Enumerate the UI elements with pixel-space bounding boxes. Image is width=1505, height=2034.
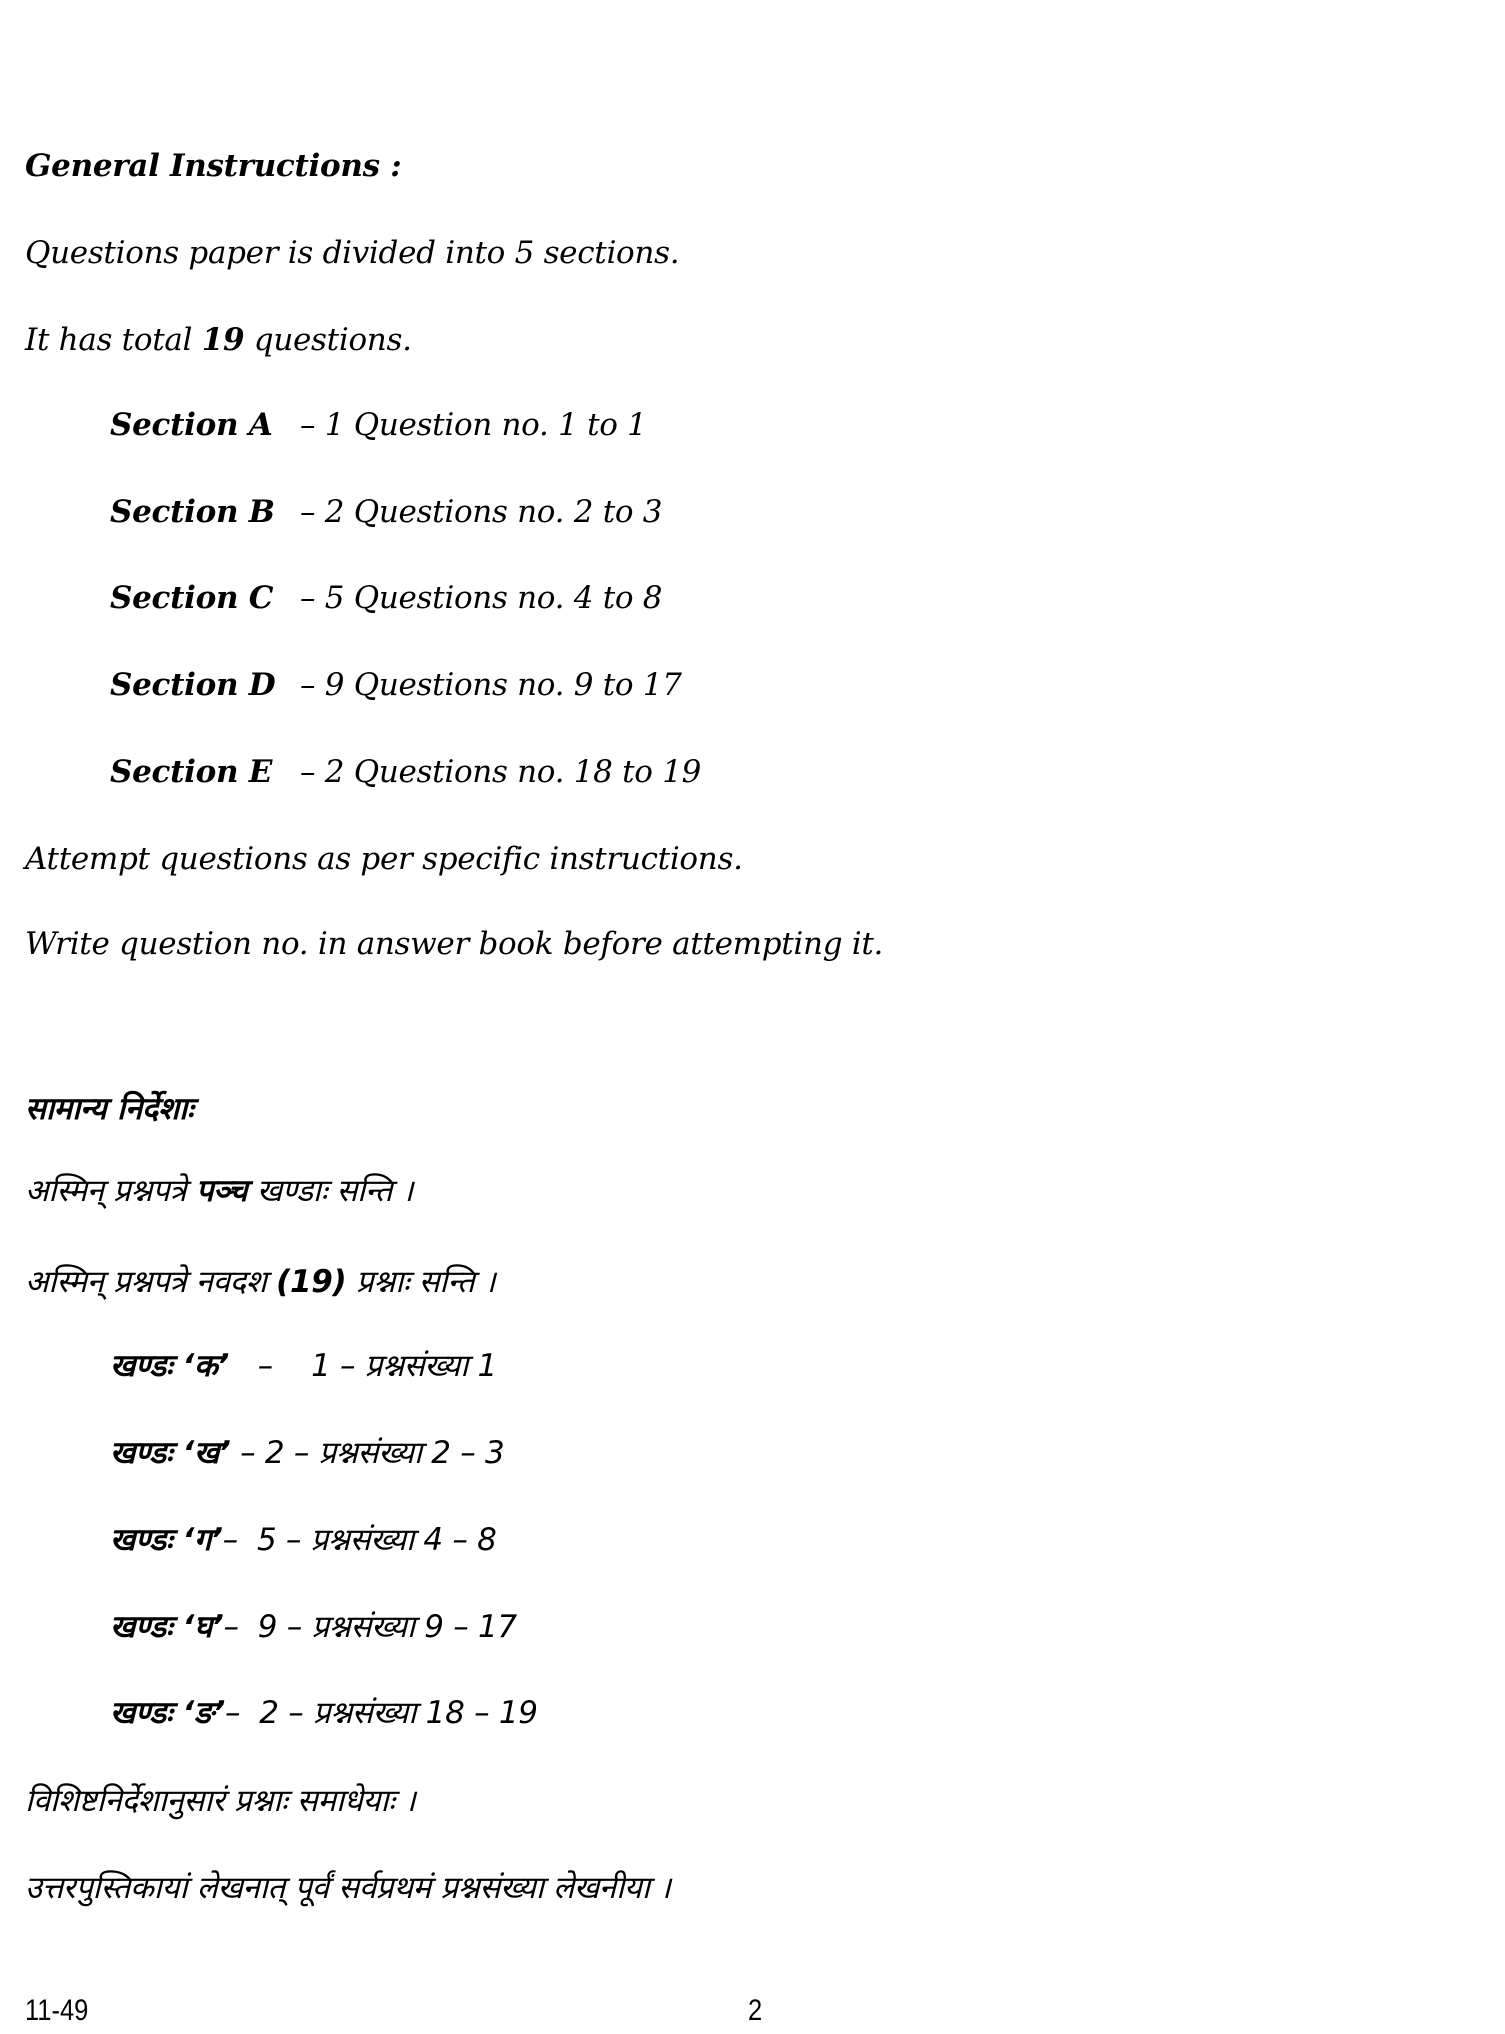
sanskrit-section-row — [110, 1520, 497, 1560]
general-instructions-heading: General Instructions : — [25, 148, 402, 184]
total-questions-suffix: questions. — [244, 322, 412, 358]
section-label: Section B — [110, 494, 275, 530]
sanskrit-instructions-heading: सामान्य निर्देशाः — [25, 1091, 194, 1127]
total-questions-count: 19 — [201, 322, 245, 358]
section-label: Section E — [110, 754, 273, 790]
sanskrit-section-description: – 2 – प्रश्नसंख्या 2 – 3 — [230, 1435, 505, 1471]
sanskrit-instruction-attempt: विशिष्टनिर्देशानुसारं प्रश्नाः समाधेयाः । — [25, 1783, 416, 1819]
instruction-attempt: Attempt questions as per specific instructions. — [25, 841, 743, 877]
section-row — [110, 665, 682, 705]
sanskrit-line1-prefix: अस्मिन् प्रश्नपत्रे — [25, 1173, 196, 1209]
section-label: Section A — [110, 407, 273, 443]
section-description: – 1 Question no. 1 to 1 — [300, 407, 647, 443]
section-row — [110, 405, 647, 445]
section-row — [110, 578, 662, 618]
sanskrit-line2-suffix: प्रश्नाः सन्ति । — [346, 1264, 496, 1300]
section-description: – 5 Questions no. 4 to 8 — [300, 580, 663, 616]
paper-code: 11-49 — [25, 1994, 89, 2027]
sanskrit-section-label: खण्डः ‘ङ’ — [110, 1695, 225, 1731]
sanskrit-line1-count: पञ्च — [195, 1173, 248, 1209]
sanskrit-section-description: – 5 – प्रश्नसंख्या 4 – 8 — [222, 1522, 497, 1558]
section-description: – 2 Questions no. 2 to 3 — [300, 494, 663, 530]
total-questions-prefix: It has total — [25, 322, 202, 358]
instruction-write-question-no: Write question no. in answer book before attempting it. — [25, 926, 884, 962]
section-label: Section D — [110, 667, 276, 703]
instruction-sections-count: Questions paper is divided into 5 sections. — [25, 235, 680, 271]
section-row — [110, 752, 701, 792]
sanskrit-section-label: खण्डः ‘घ’ — [110, 1609, 224, 1645]
sanskrit-sections-count — [25, 1171, 413, 1211]
sanskrit-section-row — [110, 1433, 504, 1473]
sanskrit-section-row — [110, 1607, 517, 1647]
sanskrit-section-label: खण्डः ‘ख’ — [110, 1435, 231, 1471]
sanskrit-section-row — [110, 1693, 538, 1733]
sanskrit-instruction-write-question-no: उत्तरपुस्तिकायां लेखनात् पूर्वं सर्वप्रथमं प्रश्नसंख्या लेखनीया । — [25, 1870, 671, 1906]
sanskrit-line1-suffix: खण्डाः सन्ति । — [247, 1173, 414, 1209]
sanskrit-section-description: – 9 – प्रश्नसंख्या 9 – 17 — [223, 1609, 517, 1645]
sanskrit-section-label: खण्डः ‘क’ — [110, 1348, 229, 1384]
sanskrit-section-row — [110, 1346, 497, 1386]
sanskrit-line2-prefix: अस्मिन् प्रश्नपत्रे नवदश — [25, 1264, 277, 1300]
section-description: – 9 Questions no. 9 to 17 — [300, 667, 682, 703]
page-number: 2 — [748, 1994, 763, 2027]
sanskrit-section-label: खण्डः ‘ग’ — [110, 1522, 223, 1558]
section-row — [110, 492, 662, 532]
sanskrit-line2-count: (19) — [276, 1264, 347, 1300]
sanskrit-section-description: – 1 – प्रश्नसंख्या 1 — [228, 1348, 497, 1384]
section-description: – 2 Questions no. 18 to 19 — [300, 754, 702, 790]
section-label: Section C — [110, 580, 274, 616]
instruction-total-questions — [25, 320, 412, 360]
sanskrit-section-description: – 2 – प्रश्नसंख्या 18 – 19 — [224, 1695, 538, 1731]
sanskrit-total-questions — [25, 1262, 495, 1302]
